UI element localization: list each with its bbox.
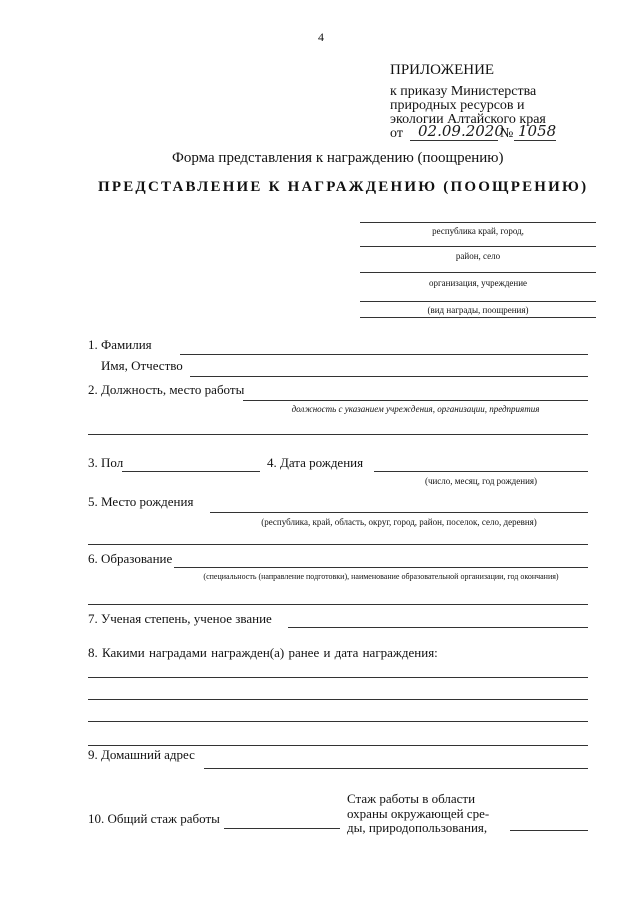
field-awards-line-1 — [88, 677, 588, 678]
appendix-line-1: к приказу Министерства — [390, 84, 537, 99]
field-birthplace-line — [210, 512, 588, 513]
field-eco-experience-fill — [510, 830, 588, 831]
header-line-4 — [360, 301, 596, 302]
field-sex-label: 3. Пол — [88, 455, 124, 470]
header-caption-4: (вид награды, поощрения) — [427, 305, 529, 315]
field-birthplace-caption: (республика, край, область, округ, город, район, поселок, село, деревня) — [261, 517, 537, 527]
field-awards-label: 8. Какими наградами награжден(а) ранее и дата награждения: — [88, 645, 438, 660]
page-number: 4 — [318, 30, 324, 44]
header-line-5 — [360, 317, 596, 318]
number-underline — [514, 140, 556, 141]
field-degree-label: 7. Ученая степень, ученое звание — [88, 611, 272, 626]
field-position-caption: должность с указанием учреждения, организации, предприятия — [291, 404, 540, 414]
field-name-label: Имя, Отчество — [101, 358, 183, 373]
header-caption-1: республика край, город, — [432, 226, 524, 236]
appendix-date-prefix: от — [390, 126, 403, 141]
field-eco-experience-line-3: ды, природопользования, — [347, 820, 488, 835]
field-birthdate-caption: (число, месяц, год рождения) — [424, 476, 538, 486]
form-heading: ПРЕДСТАВЛЕНИЕ К НАГРАЖДЕНИЮ (ПООЩРЕНИЮ) — [98, 179, 589, 195]
field-awards-line-2 — [88, 699, 588, 700]
field-birthdate-line — [374, 471, 588, 472]
field-birthplace-label: 5. Место рождения — [88, 494, 194, 509]
header-line-2 — [360, 246, 596, 247]
field-education-label: 6. Образование — [88, 551, 173, 566]
field-awards-line-4 — [88, 745, 588, 746]
header-caption-2: район, село — [455, 251, 501, 261]
appendix-line-2: природных ресурсов и — [390, 98, 525, 113]
appendix-line-3: экологии Алтайского края — [390, 112, 546, 127]
field-degree-line — [288, 627, 588, 628]
field-eco-experience-line-2: охраны окружающей сре- — [347, 806, 490, 821]
appendix-date-value: 02.09.2020 — [418, 122, 504, 140]
field-birthplace-line-2 — [88, 544, 588, 545]
date-underline — [410, 140, 498, 141]
field-total-experience-label: 10. Общий стаж работы — [88, 811, 220, 826]
field-education-line — [174, 567, 588, 568]
field-surname-line — [180, 354, 588, 355]
field-name-line — [190, 376, 588, 377]
field-position-line-2 — [88, 434, 588, 435]
field-eco-experience-line-1: Стаж работы в области — [347, 791, 476, 806]
header-caption-3: организация, учреждение — [428, 278, 528, 288]
field-total-experience-line — [224, 828, 340, 829]
field-surname-label: 1. Фамилия — [88, 337, 152, 352]
field-sex-line — [122, 471, 260, 472]
appendix-number-prefix: № — [500, 126, 514, 141]
field-position-label: 2. Должность, место работы — [88, 382, 245, 397]
field-birthdate-label: 4. Дата рождения — [267, 455, 364, 470]
header-line-3 — [360, 272, 596, 273]
header-line-1 — [360, 222, 596, 223]
form-title: Форма представления к награждению (поощрению) — [172, 150, 504, 166]
field-education-caption: (специальность (направление подготовки), наименование образовательной организации, год окончания) — [203, 572, 559, 581]
appendix-title: ПРИЛОЖЕНИЕ — [390, 62, 495, 78]
field-address-line — [204, 768, 588, 769]
field-awards-line-3 — [88, 721, 588, 722]
appendix-number-value: 1058 — [518, 122, 557, 140]
field-education-line-2 — [88, 604, 588, 605]
field-position-line — [243, 400, 588, 401]
field-address-label: 9. Домашний адрес — [88, 747, 195, 762]
